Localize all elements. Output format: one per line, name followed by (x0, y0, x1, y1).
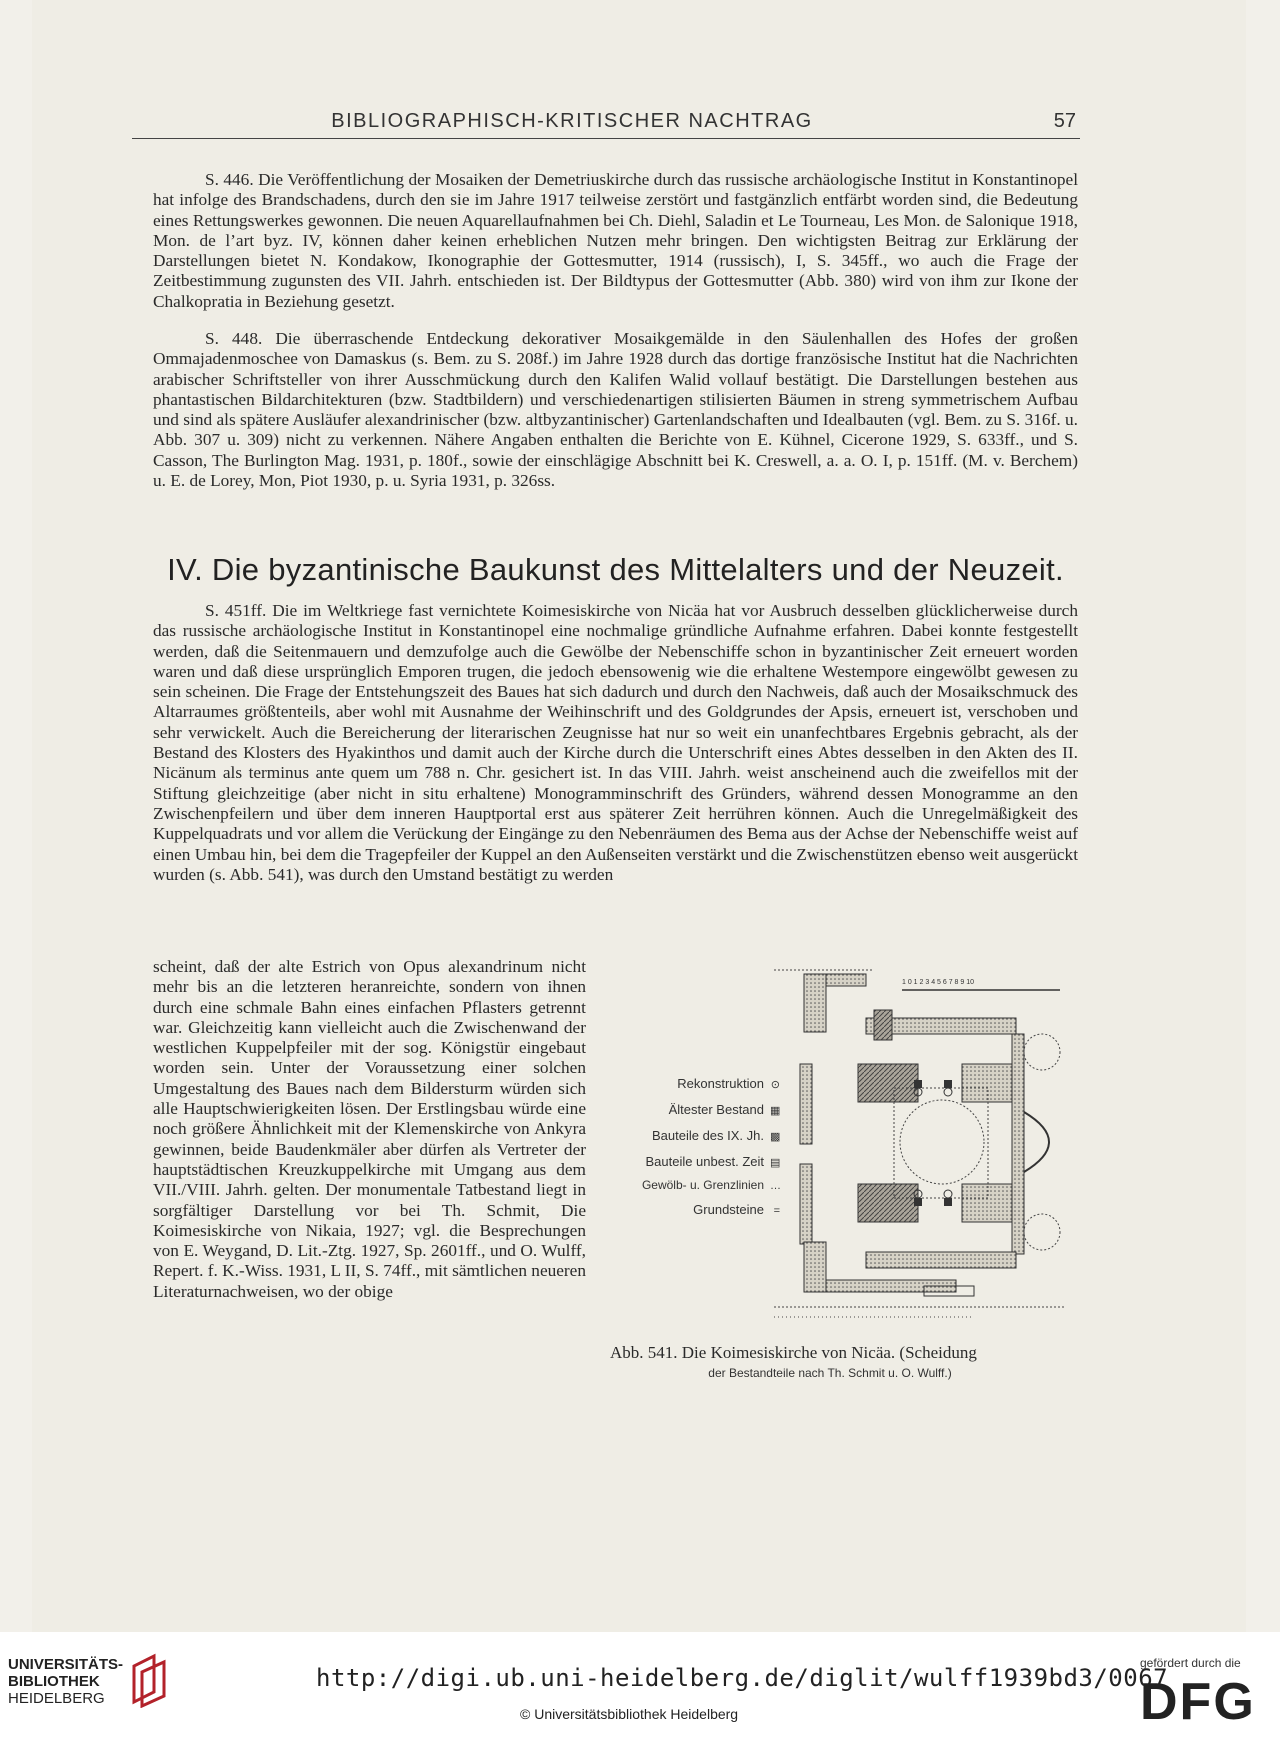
logo-line-1: UNIVERSITÄTS- (8, 1656, 124, 1673)
legend-rekonstruktion: Rekonstruktion ⊙ (677, 1076, 780, 1091)
logo-line-3: HEIDELBERG (8, 1690, 105, 1707)
permalink-url[interactable]: http://digi.ub.uni-heidelberg.de/diglit/wulff1939bd3/0067 (316, 1664, 1169, 1692)
dfg-logo: DFG (1140, 1673, 1256, 1731)
legend-aeltester-bestand: Ältester Bestand ▦ (668, 1102, 781, 1117)
figure-koimesiskirche (594, 962, 1080, 1362)
section-heading: IV. Die byzantinische Baukunst des Mittelalters und der Neuzeit. (167, 552, 1064, 587)
ub-logo-icon (128, 1652, 174, 1708)
page-number: 57 (1053, 110, 1076, 132)
legend-bauteile-ix: Bauteile des IX. Jh. ▩ (651, 1128, 781, 1143)
floor-plan-drawing (774, 962, 1080, 1332)
copyright-notice: © Universitätsbibliothek Heidelberg (520, 1706, 739, 1722)
paragraph-s446: S. 446. Die Veröffentlichung der Mosaiken der Demetriuskirche durch das russische archäologische Institut in Konstantinopel hat infolge des Brandschadens, durch den sie im Jahre 1917 teilweise zerstört und fastgänzlich entfärbt worden sind, die Bedeutung eines Rettungswerkes gewonnen. Die neuen Aquarellaufnahmen bei Ch. Diehl, Saladin et Le Tourneau, Les Mon. de Salonique 1918, Mon. de l’art byz. IV, können daher keinen erheblichen Nutzen mehr bringen. Den wichtigsten Beitrag zur Erklärung der Darstellungen bietet N. Kondakow, Ikonographie der Gottesmutter, 1914 (russisch), I, S. 345ff., wo auch die Frage der Zeitbestimmung zugunsten des VII. Jahrh. entschieden ist. Der Bildtypus der Gottesmutter (Abb. 380) wird von ihm zur Ikone der Chalkopratia in Beziehung gesetzt. (153, 170, 1078, 311)
legend-bauteile-unbest: Bauteile unbest. Zeit ▤ (645, 1154, 781, 1169)
figure-caption-sub: der Bestandteile nach Th. Schmit u. O. Wulff.) (708, 1366, 952, 1380)
figure-caption: Abb. 541. Die Koimesiskirche von Nicäa. (Scheidung (610, 1343, 977, 1362)
logo-line-2: BIBLIOTHEK (8, 1673, 100, 1690)
paragraph-s451-continued: scheint, daß der alte Estrich von Opus alexandrinum nicht mehr bis an die letzteren heranreichte, sondern von ihnen durch eine schmale Bahn eines einfachen Pflasters getrennt war. Gleichzeitig kann vielleicht auch die Zwischenwand der westlichen Kuppelpfeiler mit der sog. Königstür eingebaut worden sein. Unter der Voraussetzung einer solchen Umgestaltung des Baues nach dem Bildersturm würden sich alle Hauptschwierigkeiten lösen. Der Erstlingsbau würde eine noch größere Ähnlichkeit mit der Klemenskirche von Ankyra gewinnen, beide Baudenkmäler aber dürfen als Vertreter der hauptstädtischen Kreuzkuppelkirche mit Umgang aus dem VII./VIII. Jahrh. gelten. Der monumentale Tatbestand liegt in sorgfältiger Darstellung vor bei Th. Schmit, Die Koimesiskirche von Nikaia, 1927; vgl. die Besprechungen von E. Weygand, D. Lit.-Ztg. 1927, Sp. 2601ff., und O. Wulff, Repert. f. K.-Wiss. 1931, L II, S. 74ff., mit sämtlichen neueren Literaturnachweisen, wo der obige (153, 957, 586, 1301)
legend-grundsteine: Grundsteine = (693, 1202, 780, 1217)
paragraph-s448: S. 448. Die überraschende Entdeckung dekorativer Mosaikgemälde in den Säulenhallen des Hofes der großen Ommajadenmoschee von Damaskus (s. Bem. zu S. 208f.) im Jahre 1928 durch das dortige französische Institut hat die Nachrichten arabischer Schriftsteller von ihrer Ausschmückung durch den Kalifen Walid vollauf bestätigt. Die Darstellungen bestehen aus phantastischen Bildarchitekturen (bzw. Stadtbildern) und verschiedenartigen stilisierten Bäumen in streng symmetrischem Aufbau und sind als spätere Ausläufer alexandrinischer (bzw. altbyzantinischer) Gartenlandschaften und Idealbauten (vgl. Bem. zu S. 316f. u. Abb. 307 u. 309) nicht zu verkennen. Nähere Angaben enthalten die Berichte von E. Kühnel, Cicerone 1929, S. 633ff., und S. Casson, The Burlington Mag. 1931, p. 180f., sowie der einschlägige Abschnitt bei K. Creswell, a. a. O. I, p. 151ff. (M. v. Berchem) u. E. de Lorey, Mon, Piot 1930, p. u. Syria 1931, p. 326ss. (153, 329, 1078, 491)
header-title: BIBLIOGRAPHISCH-KRITISCHER NACHTRAG (331, 110, 813, 132)
dfg-funded-label: gefördert durch die (1140, 1656, 1241, 1670)
paragraph-s451: S. 451ff. Die im Weltkriege fast vernichtete Koimesiskirche von Nicäa hat vor Ausbruch desselben glücklicherweise durch das russische archäologische Institut in Konstantinopel eine nochmalige gründliche Aufnahme erfahren. Dabei konnte festgestellt werden, daß die Seitenmauern und demzufolge auch die Gewölbe der Nebenschiffe schon in byzantinischer Zeit erneuert worden waren und daß diese ursprünglich Emporen trugen, die jedoch ebensowenig wie die erhaltene Westempore eingewölbt gewesen zu sein scheinen. Die Frage der Entstehungszeit des Baues hat sich dadurch und durch den Nachweis, daß auch der Mosaikschmuck des Altarraumes größtenteils, aber wohl mit Ausnahme der Weihinschrift und des Goldgrundes der Apsis, erneuert ist, verschoben und sehr verwickelt. Auch die Bereicherung der literarischen Zeugnisse hat nur so weit ein unanfechtbares Ergebnis gebracht, als der Bestand des Klosters des Hyakinthos und damit auch der Kirche durch die Unterschrift eines Abtes desselben in den Akten des II. Nicänum als terminus ante quem um 788 n. Chr. gesichert ist. In das VIII. Jahrh. weist anscheinend auch die zweifellos mit der Stiftung gleichzeitige (aber nicht in situ erhaltene) Monogramminschrift des Gründers, während dessen Monogramme an den Zwischenpfeilern und über dem inneren Hauptportal erst aus späterer Zeit herrühren können. Auch die Unregelmäßigkeit des Kuppelquadrats und vor allem die Verückung der Eingänge zu den Nebenräumen des Bema aus der Achse der Nebenschiffe weist auf einen Umbau hin, bei dem die Tragepfeiler der Kuppel an den Außenseiten verstärkt und die Zwischenstützen ebenso weit ausgerückt wurden (s. Abb. 541), was durch den Umstand bestätigt zu werden (153, 601, 1078, 884)
running-header (132, 108, 1080, 139)
ub-logo-text (8, 1656, 123, 1707)
scale-label: 1 0 1 2 3 4 5 6 7 8 9 10 (902, 979, 975, 986)
legend-gewoelb: Gewölb- u. Grenzlinien … (641, 1178, 781, 1192)
